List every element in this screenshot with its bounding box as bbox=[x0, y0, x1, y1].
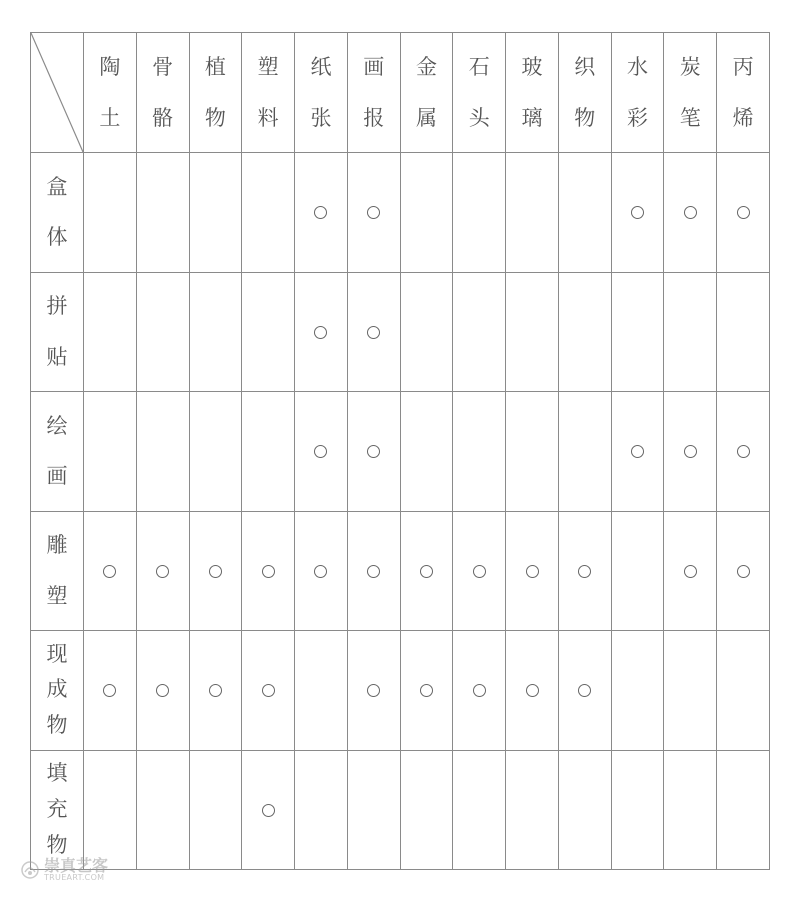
table-row bbox=[31, 392, 770, 512]
circle-mark-icon bbox=[209, 565, 222, 578]
matrix-cell bbox=[136, 750, 189, 870]
circle-mark-icon bbox=[262, 804, 275, 817]
matrix-cell bbox=[189, 272, 242, 392]
matrix-cell bbox=[136, 272, 189, 392]
matrix-cell bbox=[558, 272, 611, 392]
matrix-cell bbox=[84, 631, 137, 751]
matrix-cell bbox=[189, 511, 242, 631]
column-header-label: 织物 bbox=[574, 55, 596, 130]
row-header bbox=[31, 153, 84, 273]
circle-mark-icon bbox=[367, 565, 380, 578]
matrix-cell bbox=[717, 750, 770, 870]
matrix-cell bbox=[242, 153, 295, 273]
circle-mark-icon bbox=[684, 565, 697, 578]
matrix-cell bbox=[189, 153, 242, 273]
matrix-cell bbox=[84, 392, 137, 512]
matrix-cell bbox=[189, 631, 242, 751]
column-header bbox=[611, 33, 664, 153]
row-header bbox=[31, 511, 84, 631]
circle-mark-icon bbox=[314, 326, 327, 339]
column-header bbox=[558, 33, 611, 153]
circle-mark-icon bbox=[737, 565, 750, 578]
row-header bbox=[31, 392, 84, 512]
circle-mark-icon bbox=[262, 565, 275, 578]
matrix-cell bbox=[506, 511, 559, 631]
table-row bbox=[31, 631, 770, 751]
column-header bbox=[664, 33, 717, 153]
matrix-cell bbox=[189, 750, 242, 870]
matrix-cell bbox=[347, 750, 400, 870]
material-technique-matrix bbox=[30, 32, 770, 870]
circle-mark-icon bbox=[737, 445, 750, 458]
row-header-label: 现成物 bbox=[46, 641, 68, 738]
column-header-label: 塑料 bbox=[257, 55, 279, 130]
column-header bbox=[242, 33, 295, 153]
matrix-cell bbox=[717, 153, 770, 273]
matrix-cell bbox=[611, 272, 664, 392]
matrix-cell bbox=[400, 392, 453, 512]
circle-mark-icon bbox=[473, 565, 486, 578]
matrix-cell bbox=[664, 272, 717, 392]
column-header bbox=[453, 33, 506, 153]
matrix-cell bbox=[242, 750, 295, 870]
matrix-cell bbox=[717, 272, 770, 392]
circle-mark-icon bbox=[631, 206, 644, 219]
matrix-cell bbox=[242, 392, 295, 512]
table-row bbox=[31, 153, 770, 273]
matrix-cell bbox=[717, 631, 770, 751]
matrix-cell bbox=[453, 511, 506, 631]
circle-mark-icon bbox=[578, 565, 591, 578]
table-row bbox=[31, 511, 770, 631]
circle-mark-icon bbox=[367, 684, 380, 697]
matrix-cell bbox=[400, 631, 453, 751]
column-header bbox=[347, 33, 400, 153]
watermark-logo-icon bbox=[20, 860, 40, 880]
row-header-label: 雕塑 bbox=[46, 533, 68, 608]
matrix-cell bbox=[558, 631, 611, 751]
matrix-cell bbox=[84, 272, 137, 392]
row-header-label: 盒体 bbox=[46, 174, 68, 250]
circle-mark-icon bbox=[737, 206, 750, 219]
matrix-cell bbox=[295, 392, 348, 512]
matrix-cell bbox=[558, 750, 611, 870]
circle-mark-icon bbox=[367, 326, 380, 339]
matrix-cell bbox=[717, 392, 770, 512]
circle-mark-icon bbox=[420, 565, 433, 578]
matrix-cell bbox=[664, 153, 717, 273]
matrix-cell bbox=[347, 153, 400, 273]
matrix-cell bbox=[453, 631, 506, 751]
row-header-label: 绘画 bbox=[46, 413, 68, 489]
table-row bbox=[31, 272, 770, 392]
column-header-label: 金属 bbox=[415, 55, 437, 130]
matrix-cell bbox=[400, 750, 453, 870]
column-header-label: 炭笔 bbox=[679, 55, 701, 130]
circle-mark-icon bbox=[103, 565, 116, 578]
column-header-label: 玻璃 bbox=[521, 55, 543, 130]
matrix-cell bbox=[611, 750, 664, 870]
matrix-cell bbox=[506, 750, 559, 870]
circle-mark-icon bbox=[262, 684, 275, 697]
matrix-cell bbox=[295, 631, 348, 751]
circle-mark-icon bbox=[314, 445, 327, 458]
circle-mark-icon bbox=[156, 565, 169, 578]
circle-mark-icon bbox=[209, 684, 222, 697]
corner-cell bbox=[31, 33, 84, 153]
matrix-cell bbox=[506, 272, 559, 392]
matrix-cell bbox=[664, 631, 717, 751]
matrix-cell bbox=[400, 511, 453, 631]
watermark-name: 崇真艺客 bbox=[44, 856, 109, 875]
matrix-cell bbox=[664, 392, 717, 512]
matrix-cell bbox=[506, 392, 559, 512]
column-header bbox=[136, 33, 189, 153]
matrix-cell bbox=[611, 392, 664, 512]
matrix-cell bbox=[242, 272, 295, 392]
matrix-cell bbox=[400, 153, 453, 273]
matrix-cell bbox=[347, 631, 400, 751]
matrix-cell bbox=[136, 392, 189, 512]
matrix-cell bbox=[295, 511, 348, 631]
matrix-cell bbox=[295, 750, 348, 870]
column-header-label: 画报 bbox=[363, 55, 385, 130]
matrix-cell bbox=[558, 511, 611, 631]
row-header bbox=[31, 750, 84, 870]
matrix-cell bbox=[189, 392, 242, 512]
circle-mark-icon bbox=[156, 684, 169, 697]
circle-mark-icon bbox=[367, 206, 380, 219]
circle-mark-icon bbox=[526, 565, 539, 578]
matrix-cell bbox=[506, 631, 559, 751]
circle-mark-icon bbox=[473, 684, 486, 697]
matrix-cell bbox=[400, 272, 453, 392]
circle-mark-icon bbox=[684, 445, 697, 458]
matrix-cell bbox=[717, 511, 770, 631]
matrix-cell bbox=[453, 272, 506, 392]
matrix-cell bbox=[295, 272, 348, 392]
column-header-label: 植物 bbox=[204, 55, 226, 130]
matrix-cell bbox=[664, 511, 717, 631]
circle-mark-icon bbox=[578, 684, 591, 697]
circle-mark-icon bbox=[631, 445, 644, 458]
matrix-cell bbox=[84, 750, 137, 870]
matrix-cell bbox=[611, 153, 664, 273]
matrix-cell bbox=[347, 392, 400, 512]
column-header-label: 石头 bbox=[468, 55, 490, 130]
column-header-label: 丙烯 bbox=[732, 55, 754, 130]
matrix-cell bbox=[453, 153, 506, 273]
matrix-cell bbox=[84, 511, 137, 631]
circle-mark-icon bbox=[684, 206, 697, 219]
matrix-cell bbox=[453, 750, 506, 870]
column-header bbox=[295, 33, 348, 153]
column-header bbox=[717, 33, 770, 153]
watermark-site: TRUEART.COM bbox=[44, 873, 105, 882]
table-row bbox=[31, 750, 770, 870]
matrix-cell bbox=[295, 153, 348, 273]
column-header-label: 纸张 bbox=[310, 55, 332, 130]
circle-mark-icon bbox=[103, 684, 116, 697]
matrix-cell bbox=[347, 511, 400, 631]
circle-mark-icon bbox=[314, 206, 327, 219]
row-header bbox=[31, 272, 84, 392]
matrix-cell bbox=[242, 511, 295, 631]
matrix-cell bbox=[664, 750, 717, 870]
circle-mark-icon bbox=[420, 684, 433, 697]
matrix-cell bbox=[136, 631, 189, 751]
row-header-label: 填充物 bbox=[46, 761, 68, 857]
matrix-cell bbox=[558, 153, 611, 273]
column-header bbox=[400, 33, 453, 153]
matrix-cell bbox=[558, 392, 611, 512]
header-row bbox=[31, 33, 770, 153]
column-header-label: 水彩 bbox=[627, 55, 649, 130]
matrix-cell bbox=[506, 153, 559, 273]
circle-mark-icon bbox=[314, 565, 327, 578]
column-header-label: 骨骼 bbox=[152, 55, 174, 130]
column-header bbox=[84, 33, 137, 153]
column-header bbox=[506, 33, 559, 153]
watermark bbox=[20, 858, 108, 882]
matrix-cell bbox=[242, 631, 295, 751]
column-header bbox=[189, 33, 242, 153]
matrix-cell bbox=[136, 153, 189, 273]
matrix-cell bbox=[611, 631, 664, 751]
matrix-cell bbox=[136, 511, 189, 631]
matrix-cell bbox=[453, 392, 506, 512]
diagonal-divider bbox=[31, 33, 83, 152]
matrix-cell bbox=[611, 511, 664, 631]
row-header-label: 拼贴 bbox=[46, 294, 68, 369]
column-header-label: 陶土 bbox=[99, 55, 121, 130]
circle-mark-icon bbox=[526, 684, 539, 697]
matrix-cell bbox=[84, 153, 137, 273]
row-header bbox=[31, 631, 84, 751]
circle-mark-icon bbox=[367, 445, 380, 458]
matrix-cell bbox=[347, 272, 400, 392]
